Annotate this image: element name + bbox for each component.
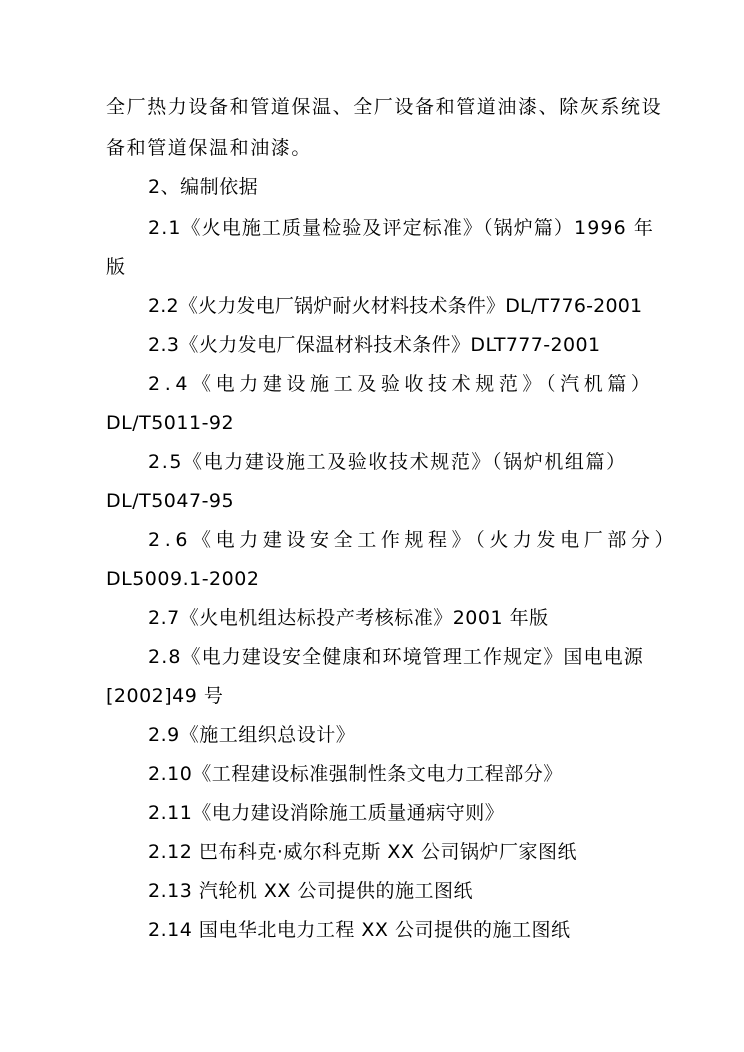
reference-item: 2.10《工程建设标准强制性条文电力工程部分》	[148, 763, 563, 785]
reference-item-continuation: DL5009.1-2002	[106, 568, 260, 590]
body-line: 全厂热力设备和管道保温、全厂设备和管道油漆、除灰系统设	[106, 96, 663, 118]
reference-item: 2.7《火电机组达标投产考核标准》2001 年版	[148, 607, 549, 629]
reference-item: 2.1《火电施工质量检验及评定标准》（锅炉篇）1996 年	[148, 217, 655, 239]
reference-item: 2.6《电力建设安全工作规程》（火力发电厂部分）	[148, 529, 679, 551]
reference-item: 2.12 巴布科克·威尔科克斯 XX 公司锅炉厂家图纸	[148, 841, 577, 863]
reference-item-continuation: DL/T5047-95	[106, 490, 235, 512]
reference-item-continuation: 版	[106, 256, 126, 278]
reference-item-continuation: [2002]49 号	[106, 685, 224, 707]
reference-item: 2.4《电力建设施工及验收技术规范》（汽机篇）	[148, 373, 655, 395]
reference-item: 2.13 汽轮机 XX 公司提供的施工图纸	[148, 880, 473, 902]
reference-item: 2.5《电力建设施工及验收技术规范》（锅炉机组篇）	[148, 451, 627, 473]
reference-item: 2.2《火力发电厂锅炉耐火材料技术条件》DL/T776-2001	[148, 295, 643, 317]
body-line: 备和管道保温和油漆。	[106, 137, 313, 159]
reference-item: 2.3《火力发电厂保温材料技术条件》DLT777-2001	[148, 334, 601, 356]
section-heading: 2、编制依据	[148, 176, 259, 198]
reference-item: 2.8《电力建设安全健康和环境管理工作规定》国电电源	[148, 646, 644, 668]
reference-item-continuation: DL/T5011-92	[106, 412, 235, 434]
reference-item: 2.9《施工组织总设计》	[148, 724, 356, 746]
reference-item: 2.11《电力建设消除施工质量通病守则》	[148, 802, 505, 824]
reference-item: 2.14 国电华北电力工程 XX 公司提供的施工图纸	[148, 919, 571, 941]
